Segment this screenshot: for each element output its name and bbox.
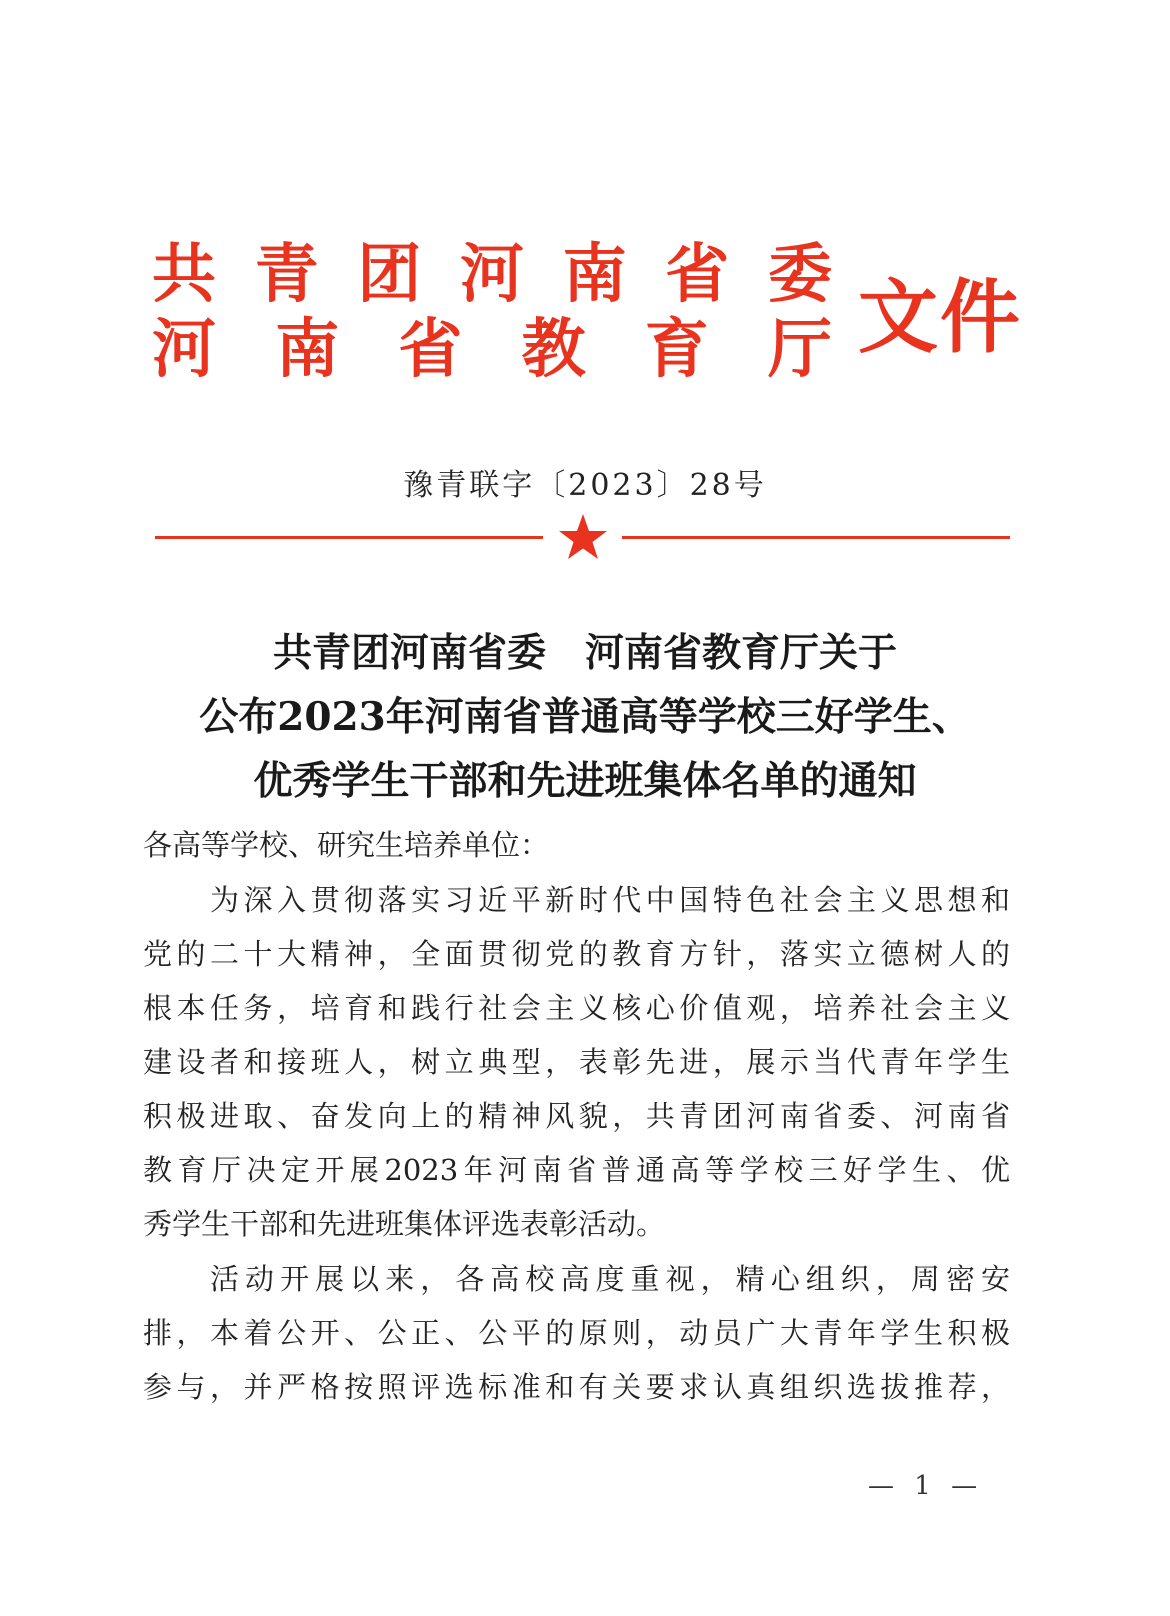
issuer-char: 委 bbox=[767, 237, 832, 312]
paragraph-1-line: 建设者和接班人，树立典型，表彰先进，展示当代青年学生 bbox=[143, 1045, 1010, 1079]
issuer-char: 育 bbox=[644, 312, 709, 387]
issuer-char: 河 bbox=[152, 312, 216, 387]
document-number: 豫青联字〔2023〕28号 bbox=[403, 468, 767, 503]
page-number: — 1 — bbox=[868, 1471, 984, 1501]
issuer-line-1 bbox=[152, 237, 832, 312]
issuer-char: 厅 bbox=[767, 312, 832, 387]
paragraph-2-line: 排，本着公开、公正、公平的原则，动员广大青年学生积极 bbox=[143, 1316, 1010, 1350]
issuer-char: 河 bbox=[459, 237, 524, 312]
notice-title-line-2: 公布2023年河南省普通高等学校三好学生、 bbox=[199, 694, 971, 740]
salutation: 各高等学校、研究生培养单位： bbox=[143, 828, 550, 862]
issuer-char: 南 bbox=[562, 237, 627, 312]
issuer-char: 团 bbox=[357, 237, 422, 312]
paragraph-1-line: 党的二十大精神，全面贯彻党的教育方针，落实立德树人的 bbox=[143, 937, 1010, 971]
paragraph-1-line: 教育厅决定开展2023年河南省普通高等学校三好学生、优 bbox=[143, 1153, 1010, 1187]
issuer-char: 教 bbox=[521, 312, 586, 387]
notice-title-line-3: 优秀学生干部和先进班集体名单的通知 bbox=[253, 758, 917, 804]
paragraph-2-line: 活动开展以来，各高校高度重视，精心组织，周密安 bbox=[210, 1262, 1010, 1296]
notice-title-line-1: 共青团河南省委 河南省教育厅关于 bbox=[272, 630, 897, 676]
issuer-char: 省 bbox=[665, 237, 730, 312]
paragraph-2-line: 参与，并严格按照评选标准和有关要求认真组织选拔推荐， bbox=[143, 1370, 1010, 1404]
paragraph-1-line: 秀学生干部和先进班集体评选表彰活动。 bbox=[143, 1207, 666, 1241]
red-star-icon bbox=[558, 513, 608, 561]
issuer-char: 省 bbox=[398, 312, 463, 387]
issuer-char: 青 bbox=[254, 237, 319, 312]
paragraph-1-line: 为深入贯彻落实习近平新时代中国特色社会主义思想和 bbox=[210, 883, 1010, 917]
issuer-char: 共 bbox=[152, 237, 216, 312]
issuer-line-2 bbox=[152, 312, 832, 387]
paragraph-1-line: 积极进取、奋发向上的精神风貌，共青团河南省委、河南省 bbox=[143, 1099, 1010, 1133]
paragraph-1-line: 根本任务，培育和践行社会主义核心价值观，培养社会主义 bbox=[143, 991, 1010, 1025]
issuer-char: 南 bbox=[275, 312, 340, 387]
red-rule-right bbox=[622, 536, 1010, 539]
red-rule-left bbox=[155, 536, 543, 539]
document-type-label: 文件 bbox=[858, 270, 1022, 364]
